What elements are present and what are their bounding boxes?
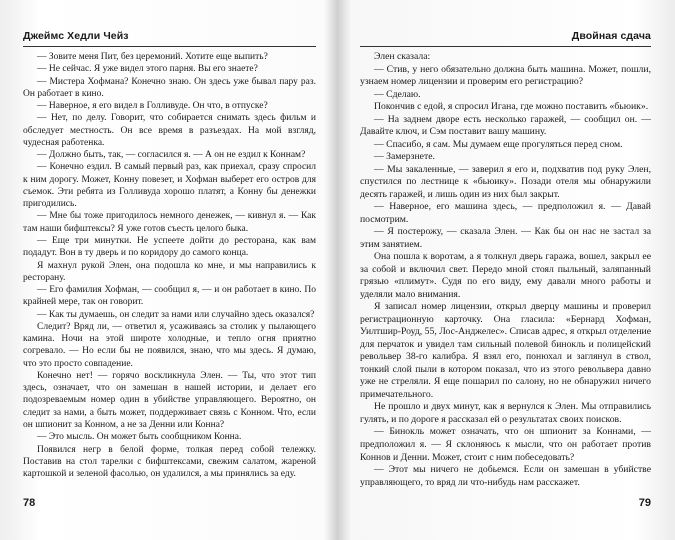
paragraph: — Как ты думаешь, он следит за нами или случайно здесь оказался?: [37, 309, 315, 320]
paragraph: — Этот мы ничего не добьемся. Если он замешан в убийстве управляющего, то вряд ли что-нибудь нам расскажет.: [360, 464, 651, 488]
paragraph: Не прошло и двух минут, как я вернулся к Элен. Мы отправились гулять, и по дороге я рассказал ей о результатах своих поисков.: [360, 401, 651, 425]
paragraph: — Мы закаленные, — заверил я его и, подхватив под руку Элен, спустился по лестнице к «бьюику». Позади отеля мы обнаружили десять гаражей, и лишь один из них был закрыт.: [360, 163, 651, 200]
paragraph: — Замерзнете.: [374, 151, 435, 163]
paragraph: Следит? Вряд ли, — ответил я, усаживаясь за столик у пылающего камина. Ночи на этой широте холодные, и тепло огня приятно согревало. — Но если бы не появился, знаю, что мы здесь. Я думаю, что это просто совпадение.: [23, 321, 316, 369]
page-number: 78: [23, 497, 36, 509]
page-number: 79: [638, 497, 651, 509]
header-rule: [23, 46, 316, 47]
paragraph: — Стив, у него обязательно должна быть машина. Может, пошли, узнаем номер лицензии и проверим его регистрацию?: [360, 63, 651, 88]
paragraph: Покончив с едой, я спросил Игана, где можно поставить «бьюик».: [374, 101, 649, 113]
paragraph: — Спасибо, я сам. Мы думаем еще прогуляться перед сном.: [374, 138, 623, 150]
paragraph: — Должно быть, так, — согласился я. — А он не ездил к Коннам?: [37, 150, 306, 161]
paragraph: Я махнул рукой Элен, она подошла ко мне, и мы направились к ресторану.: [23, 260, 316, 283]
paragraph: — Наверное, его машина здесь, — предположил я. — Давай посмотрим.: [360, 201, 651, 225]
paragraph: — Это мысль. Он может быть сообщником Конна.: [37, 432, 242, 443]
header-rule: [360, 46, 651, 47]
paragraph: — Нет, по делу. Говорит, что собирается снимать здесь фильм и обследует местность. Он все время в разъездах. На мой взгляд, чудесная работенка.: [23, 113, 316, 148]
paragraph: — Сделаю.: [374, 88, 421, 100]
paragraph: — Зовите меня Пит, без церемоний. Хотите еще выпить?: [37, 52, 268, 62]
paragraph: Она пошла к воротам, а я толкнул дверь гаража, вошел, закрыл ее за собой и включил свет. Передо мной стоял пыльный, заляпанный грязью «плимут». Судя по его виду, ему давали много работы и уделяли мало внимания.: [360, 251, 651, 300]
page-text: [360, 51, 651, 489]
paragraph: — Мне бы тоже пригодилось немного денежек, — кивнул я. — Как там наши бифштексы? Я уже готов съесть целого быка.: [23, 211, 316, 234]
paragraph: Элен сказала:: [374, 51, 431, 62]
paragraph: — Его фамилия Хофман, — сообщил я, — и он работает в кино. По крайней мере, так он говорит.: [23, 285, 316, 308]
paragraph: Появился негр в белой форме, толкая перед собой тележку. Поставив на стол тарелки с бифштексами, свежим салатом, жареной картошкой и зеленой фасолью, он удалился, а мы принялись за еду.: [23, 444, 316, 480]
paragraph: — На заднем дворе есть несколько гаражей, — сообщил он. — Давайте ключ, и Сэм поставит вашу машину.: [360, 113, 651, 138]
right-page: [338, 0, 675, 540]
running-head: Джеймс Хедли Чейз: [23, 30, 129, 42]
paragraph: — Еще три минутки. Не успеете дойти до ресторана, как вам подадут. Вон в ту дверь и по коридору до самого конца.: [23, 235, 316, 259]
running-head: Двойная сдача: [571, 30, 651, 42]
paragraph: — Не сейчас. Я уже видел этого парня. Вы его знаете?: [37, 64, 258, 75]
paragraph: — Я постерожу, — сказала Элен. — Как бы он нас не застал за этим занятием.: [360, 226, 651, 250]
paragraph: — Бинокль может означать, что он шпионит за Коннами, — предположил я. — Я склоняюсь к мысли, что он работает против Коннов и Денни. Может, стоит с ним побеседовать?: [360, 426, 651, 463]
page-text: [23, 51, 316, 480]
paragraph: Я записал номер лицензии, открыл дверцу машины и проверил регистрационную карточку. Она гласила: «Бернард Хофман, Уилтшир-Роуд, 55, Лос-Анджелес». Списав адрес, я открыл отделение для перчаток и увидел там сильный полевой бинокль и полицейский револьвер 38-го калибра. Я взял его, понюхал и заглянул в ствол, тонкий слой пыли в котором показал, что из этого револьвера давно уже не стреляли. Я еще пошарил по салону, но не обнаружил ничего примечательного.: [360, 301, 651, 400]
paragraph: — Мистера Хофмана? Конечно знаю. Он здесь уже бывал пару раз. Он работает в кино.: [23, 76, 316, 99]
paragraph: Конечно нет! — горячо воскликнула Элен. — Ты, что этот тип здесь, означает, что он замешан в нашей истории, и делает его подозреваемым номер один в убийстве управляющего. Вероятно, он следит за нами, а быть может, поддерживает связь с Конном. Что, если он шпионит за Конном, а не за Денни или Конна?: [23, 370, 316, 430]
paragraph: — Наверное, я его видел в Голливуде. Он что, в отпуске?: [37, 101, 268, 112]
paragraph: — Конечно ездил. В самый первый раз, как приехал, сразу спросил к ним дорогу. Может, Конну повезет, и Хофман выберет его остров для съемок. Эти ребята из Голливуда хорошо платят, а Конну бы денежки пригодились.: [23, 162, 316, 210]
